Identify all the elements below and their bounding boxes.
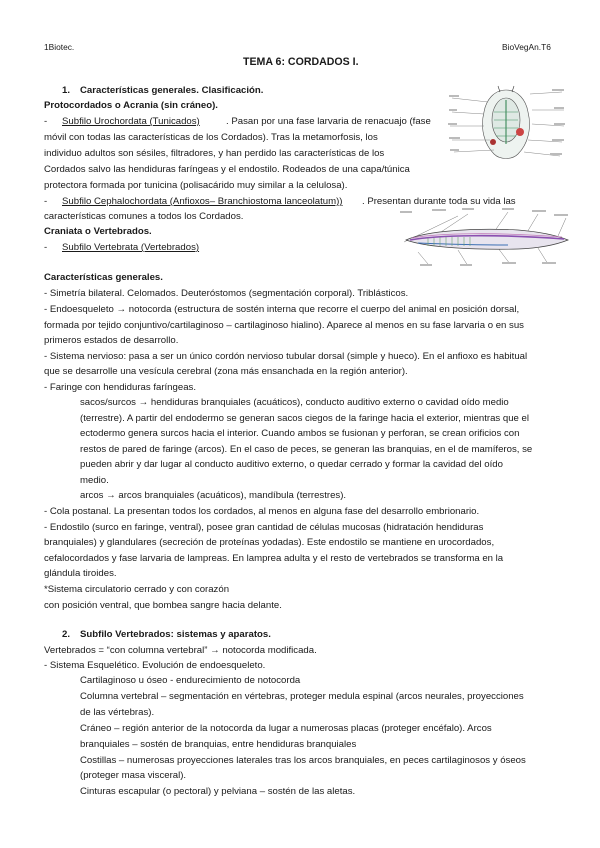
faringe-subline: medio.: [80, 475, 109, 486]
cephalochordata-text: características comunes a todos los Cordados.: [44, 211, 244, 222]
general-line: *Sistema circulatorio cerrado y con corazón: [44, 584, 230, 595]
faringe-subline: restos de pared de faringe (arcos). En el caso de peces, se generan las branquias, en el de mamíferos, se: [80, 444, 533, 455]
skeleton-item: (proteger masa visceral).: [80, 770, 187, 781]
section1-heading: Características generales. Clasificación.: [80, 85, 264, 96]
skeleton-item: Columna vertebral – segmentación en vértebras, proteger medula espinal (arcos neurales, proyecciones: [80, 691, 524, 702]
section2-heading: Subfilo Vertebrados: sistemas y aparatos.: [80, 629, 271, 640]
section2-line: - Sistema Esquelético. Evolución de endoesqueleto.: [44, 660, 266, 671]
urochordata-text: . Pasan por una fase larvaria de renacuajo (fase: [226, 116, 431, 127]
vertebrata-term: Subfilo Vertebrata (Vertebrados): [62, 242, 200, 253]
list-dash: -: [44, 196, 48, 207]
skeleton-item: Costillas – numerosas proyecciones laterales tras los arcos branquiales, en peces cartilaginosos y óseos: [80, 755, 526, 766]
section2-line: Vertebrados = “con columna vertebral” → notocorda modificada.: [44, 645, 317, 656]
skeleton-item: Cinturas escapular (o pectoral) y pelviana – sostén de las aletas.: [80, 786, 356, 797]
general-line: - Faringe con hendiduras faríngeas.: [44, 382, 196, 393]
header-left: 1Biotec.: [44, 42, 75, 52]
general-line: branquiales) y glandulares (secreción de proteínas yodadas). Este endostilo se mantiene en urocordados,: [44, 537, 495, 548]
urochordata-text: individuo adultos son sésiles, filtradores, y han perdido las características de los: [44, 148, 385, 159]
header-right: BioVegAn.T6: [502, 42, 551, 52]
faringe-subline: sacos/surcos → hendiduras branquiales (acuáticos), conducto auditivo externo o cavidad oído medio: [80, 397, 509, 408]
page-title: TEMA 6: CORDADOS I.: [243, 56, 359, 68]
section1-number: 1.: [62, 85, 71, 96]
general-line: - Endostilo (surco en faringe, ventral), posee gran cantidad de células mucosas (hidratación hendiduras: [44, 522, 484, 533]
faringe-subline: pueden abrir y dar lugar al conducto auditivo externo, o quedar cerrado y formar la cavidad del oído: [80, 459, 503, 470]
faringe-subline: (terrestre). A partir del endodermo se generan sacos ciegos de la faringe hacia el exterior, mientras que el: [80, 413, 530, 424]
faringe-subline: ectodermo genera surcos hacia el interior. Cuando ambos se fusionan y perforan, se crean orificios con: [80, 428, 520, 439]
skeleton-item: Cartilaginoso u óseo - endurecimiento de notocorda: [80, 675, 301, 686]
general-line: formada por tejido conjuntivo/cartilaginoso – cartilaginoso hialino). Aparece al menos en su fase larvaria o en sus: [44, 320, 524, 331]
cephalochordata-text: . Presentan durante toda su vida las: [362, 196, 516, 207]
general-line: - Simetría bilateral. Celomados. Deuteróstomos (segmentación corporal). Triblásticos.: [44, 288, 409, 299]
list-dash: -: [44, 116, 48, 127]
general-line: - Sistema nervioso: pasa a ser un único cordón nervioso tubular dorsal (simple y hueco). En el anfioxo es habitual: [44, 351, 528, 362]
general-line: - Endoesqueleto → notocorda (estructura de sostén interna que recorre el cuerpo del animal en posición dorsal,: [44, 304, 520, 315]
general-line: cefalocordados y fase larvaria de lampreas. En lamprea adulta y el resto de vertebrados se transforma en la: [44, 553, 504, 564]
urochordata-text: protectora formada por tunicina (polisacárido muy similar a la celulosa).: [44, 180, 348, 191]
tunicate-diagram: [448, 82, 566, 166]
general-heading: Características generales.: [44, 272, 163, 283]
general-line: con posición ventral, que bombea sangre hacia delante.: [44, 600, 282, 611]
general-line: que se desarrolle una vesícula cerebral (zona más ensanchada en la región anterior).: [44, 366, 408, 377]
general-line: - Cola postanal. La presentan todos los cordados, al menos en alguna fase del desarrollo embrionario.: [44, 506, 480, 517]
general-line: glándula tiroides.: [44, 568, 117, 579]
urochordata-text: Cordados salvo las hendiduras faríngeas y el endostilo. Rodeados de una capa/túnica: [44, 164, 410, 175]
craniata-heading: Craniata o Vertebrados.: [44, 226, 152, 237]
cephalochordata-term: Subfilo Cephalochordata (Anfioxos– Branchiostoma lanceolatum)): [62, 196, 343, 207]
urochordata-term: Subfilo Urochordata (Tunicados): [62, 116, 200, 127]
skeleton-item: branquiales – sostén de branquias, entre hendiduras branquiales: [80, 739, 357, 750]
skeleton-item: Cráneo – región anterior de la notocorda da lugar a numerosas placas (proteger encéfalo). Arcos: [80, 723, 492, 734]
amphioxus-diagram: [398, 208, 570, 268]
faringe-subline: arcos → arcos branquiales (acuáticos), mandíbula (terrestres).: [80, 490, 347, 501]
protocordados-heading: Protocordados o Acrania (sin cráneo).: [44, 100, 218, 111]
skeleton-item: de las vértebras).: [80, 707, 155, 718]
urochordata-text: móvil con todas las características de los Cordados). Tras la metamorfosis, los: [44, 132, 378, 143]
general-line: primeros estados de desarrollo.: [44, 335, 179, 346]
list-dash: -: [44, 242, 48, 253]
section2-number: 2.: [62, 629, 71, 640]
